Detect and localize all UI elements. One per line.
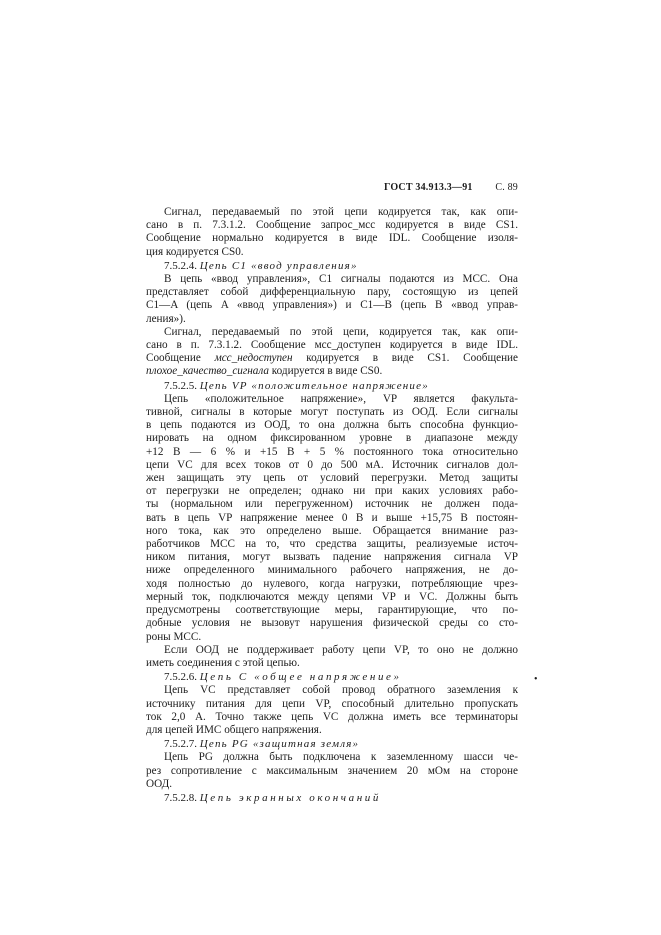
text-line: ты (нормальном или перегруженном) источник не должен пода- xyxy=(146,498,518,511)
text-line: ООД. xyxy=(146,777,173,790)
text-line: ходя полностью до нулевого, когда нагрузки, потребляющие чрез- xyxy=(146,577,518,590)
text-line: Если ООД не поддерживает работу цепи VP, то оно не должно xyxy=(164,643,518,656)
text-line: представляет собой дифференциальную пару, состоящую из цепей xyxy=(146,286,518,299)
text-line: +12 В — 6 % и +15 В + 5 % постоянного тока относительно xyxy=(146,445,518,458)
text-line: Цепь PG должна быть подключена к заземленному шасси че- xyxy=(164,751,518,764)
text-line: тивной, сигналы в которые могут поступать из ООД. Если сигналы xyxy=(146,406,518,419)
section-title: Цепь C1 «ввод управления» xyxy=(199,259,358,272)
paragraph xyxy=(146,684,518,737)
body-text xyxy=(146,206,518,805)
paragraph xyxy=(146,393,518,644)
text-line: Сообщение нормально кодируется в виде IDL. Сообщение изоля- xyxy=(146,232,518,245)
text-line: предусмотрены соответствующие меры, гарантирующие, что по- xyxy=(146,604,518,617)
italic-term: мсс_недоступен xyxy=(214,352,293,365)
section-number: 7.5.2.8. xyxy=(164,791,197,804)
text-line: Сигнал, передаваемый по этой цепи кодируется так, как опи- xyxy=(164,206,518,218)
text-line: ления»). xyxy=(146,312,186,325)
text-line: ником питания, могут вызвать падение напряжения сигнала VP xyxy=(146,551,518,564)
section-heading-7-5-2-4 xyxy=(146,260,518,273)
text-line: ция кодируется CS0. xyxy=(146,245,244,258)
text-line: вать в цепь VP напряжение менее 0 В и выше +15,75 В постоян- xyxy=(146,511,518,524)
page-header xyxy=(384,182,518,193)
page-number: С. 89 xyxy=(495,182,518,193)
text-line: добные условия не вызовут нарушения физической среды со сто- xyxy=(146,617,518,630)
section-number: 7.5.2.7. xyxy=(164,738,197,751)
text-line: в цепь подаются из ООД, то она должна быть способна функцио- xyxy=(146,419,518,432)
section-heading-7-5-2-8 xyxy=(146,792,518,805)
section-title: Цепь экранных окончаний xyxy=(199,791,382,804)
text-line: Цепь VC представляет собой провод обратного заземления к xyxy=(164,684,518,697)
text-line: Цепь «положительное напряжение», VP является факульта- xyxy=(164,392,518,405)
text-line xyxy=(146,352,518,365)
italic-term: плохое_качество_сигнала xyxy=(146,365,269,378)
text-line: от перегрузки не определен; однако ни при каких условиях рабо- xyxy=(146,485,518,498)
text-line: В цепь «ввод управления», C1 сигналы подаются из МСС. Она xyxy=(164,273,518,286)
text-line: нировать на одном фиксированном уровне в диапазоне между xyxy=(146,432,518,445)
text-line: ниже определенного минимального рабочего напряжения, не до- xyxy=(146,564,518,577)
text-fragment: кодируется в виде CS1. Сообщение xyxy=(306,352,518,365)
text-fragment: Сообщение xyxy=(146,352,201,365)
section-title: Цепь C «общее напряжение» xyxy=(199,671,402,684)
text-line: C1—A (цепь A «ввод управления») и C1—B (цепь B «ввод управ- xyxy=(146,299,518,312)
paragraph xyxy=(146,644,518,670)
text-line: Сигнал, передаваемый по этой цепи, кодируется так, как опи- xyxy=(164,325,518,338)
text-line: ток 2,0 А. Точно также цепь VC должна иметь все терминаторы xyxy=(146,710,518,723)
paragraph xyxy=(146,206,518,259)
text-line: сано в п. 7.3.1.2. Сообщение запрос_мсс кодируется в виде CS1. xyxy=(146,219,518,232)
text-line: роны МСС. xyxy=(146,630,202,643)
paragraph xyxy=(146,273,518,326)
text-line: жен защищать эту цепь от условий перегрузки. Метод защиты xyxy=(146,472,518,485)
text-fragment: кодируется в виде CS0. xyxy=(271,365,383,378)
text-line: цепи VC для всех токов от 0 до 500 мА. Источник сигналов дол- xyxy=(146,458,518,471)
text-line: иметь соединения с этой цепью. xyxy=(146,656,300,669)
paragraph xyxy=(146,751,518,791)
section-heading-7-5-2-6 xyxy=(146,671,518,684)
section-heading-7-5-2-5 xyxy=(146,380,518,393)
text-line: работчиков МСС на то, что средства защиты, реализуемые источ- xyxy=(146,538,518,551)
text-line: рез сопротивление с максимальным значением 20 мОм на стороне xyxy=(146,764,518,777)
section-title: Цепь PG «защитная земля» xyxy=(199,738,360,751)
section-title: Цепь VP «положительное напряжение» xyxy=(199,379,429,392)
text-line xyxy=(146,365,518,378)
paragraph xyxy=(146,326,518,379)
text-line: источнику питания для цепи VP, способный длительно пропускать xyxy=(146,697,518,710)
standard-number: ГОСТ 34.913.3—91 xyxy=(384,182,473,193)
section-number: 7.5.2.5. xyxy=(164,379,197,392)
text-line: сано в п. 7.3.1.2. Сообщение мсс_доступен кодируется в виде IDL. xyxy=(146,339,518,352)
section-heading-7-5-2-7 xyxy=(146,738,518,751)
text-line: ного тока, как это определено выше. Обращается внимание раз- xyxy=(146,524,518,537)
text-line: мерный ток, подключаются между цепями VP и VC. Должны быть xyxy=(146,590,518,603)
section-number: 7.5.2.6. xyxy=(164,671,197,684)
section-number: 7.5.2.4. xyxy=(164,259,197,272)
text-line: для цепей ИМС общего напряжения. xyxy=(146,723,322,736)
margin-mark: • xyxy=(534,674,538,685)
